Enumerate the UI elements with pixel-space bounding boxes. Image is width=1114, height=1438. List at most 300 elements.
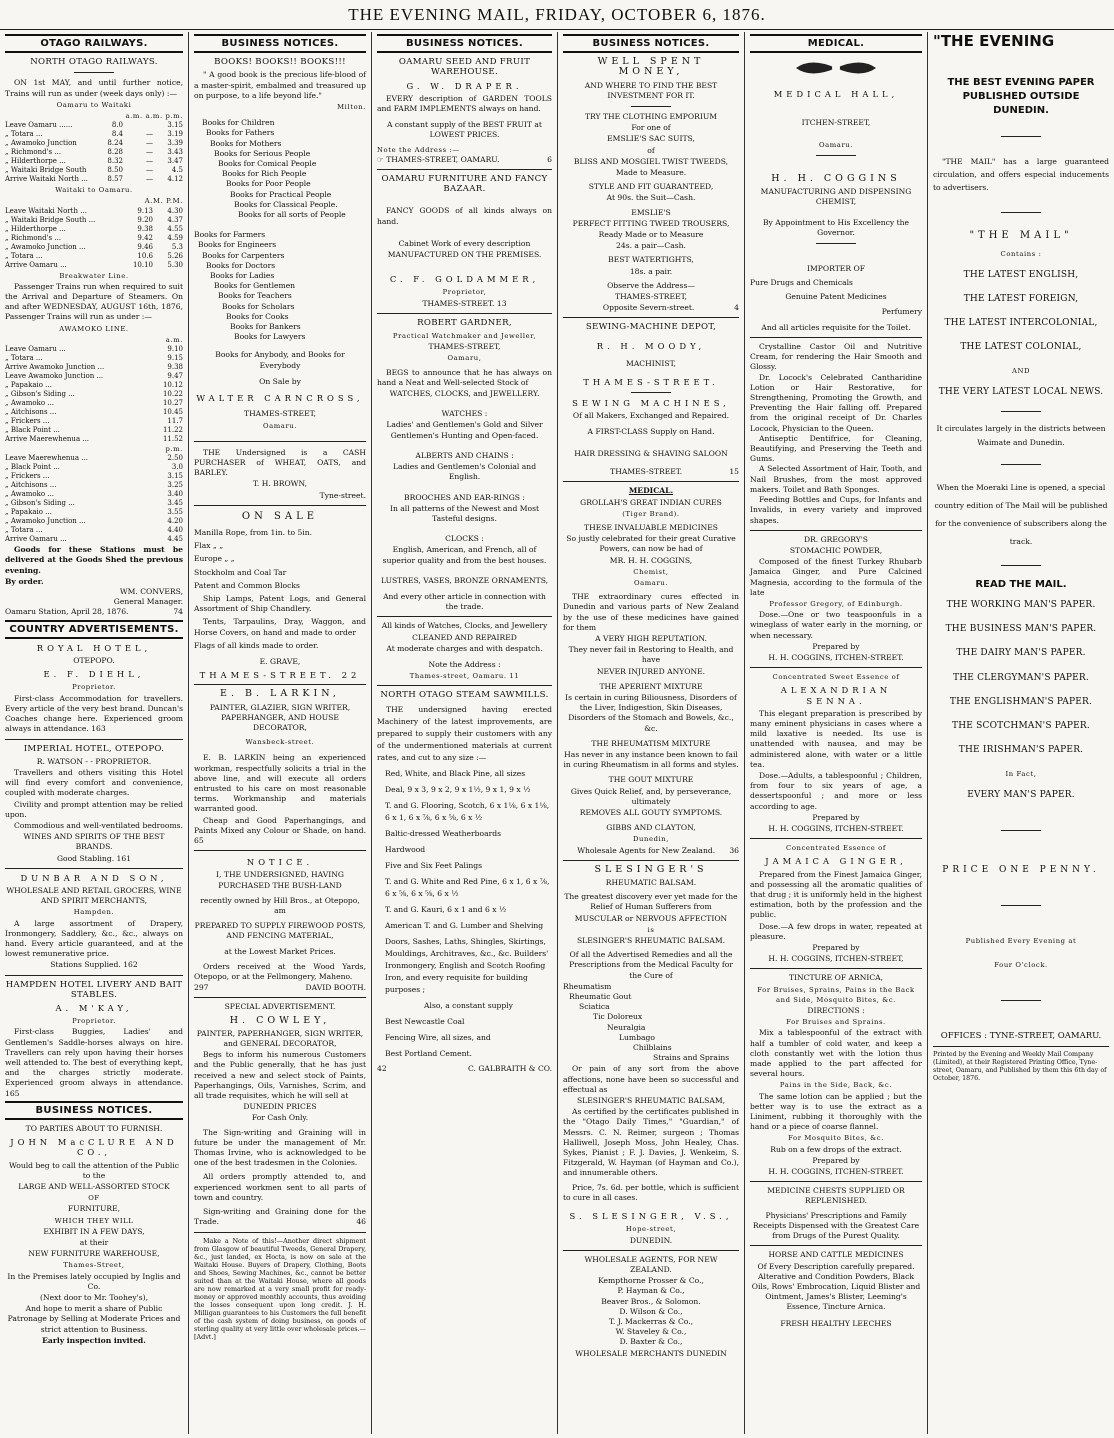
on-sale-title: ON SALE [241,510,319,522]
slesinger-p2: MUSCULAR or NERVOUS AFFECTION [574,913,728,923]
rheumatism-title: THE RHEUMATISM MIXTURE [591,738,711,748]
cowley-p3: All orders promptly attended to, and experienced workmen sent to all parts of town and country. [194,1172,366,1202]
well-spent-line: Made to Measure. [615,168,687,178]
slesinger-p1: The greatest discovery ever yet made for the Relief of Human Sufferers from [564,892,738,912]
sewing-depot-trade: MACHINIST, [626,358,676,368]
grollah-l2: So justly celebrated for their great Curative Powers, can now be had of [566,534,736,554]
imperial-hotel-title: IMPERIAL HOTEL, OTEPOPO. [23,743,165,754]
arnica-directions: DIRECTIONS : [807,1006,865,1016]
slesinger-name: S. SLESINGER, V.S., [569,1211,733,1222]
ginger-pre: Concentrated Essence of [786,844,886,853]
dunbar-stations: Stations Supplied. 162 [50,960,138,970]
railway-intro: ON 1st MAY, and until further notice, Trains will run as under (week days only) :— [5,78,183,98]
furniture-bazaar-p1: FANCY GOODS of all kinds always on hand. [377,206,552,226]
goods-note: Goods for these Stations must be delivered at the Goods Shed the previous evening. [5,545,183,575]
list-item: Flags of all kinds made to order. [194,640,319,650]
on-sale-list [194,528,366,651]
books-street: THAMES-STREET, [244,409,316,419]
column-1 [0,32,188,1434]
news-local: THE VERY LATEST LOCAL NEWS. [938,386,1104,397]
books-cite: Milton. [337,103,366,112]
ornament-icon [750,57,922,79]
ailment-list [563,982,739,1064]
sewing-depot-title: SEWING-MACHINE DEPOT, [585,322,717,333]
macclure-line: FURNITURE, [67,1204,121,1214]
table-row: Leave Oamaru ...... 8.0 3.15 [5,121,183,130]
list-item: American T. and G. Lumber and Shelving [385,920,544,930]
well-spent-line: TRY THE CLOTHING EMPORIUM [584,112,718,122]
gregory-prep: Prepared by [812,641,860,651]
grollah-l4: Chemist, [633,567,669,576]
table-row: Leave Waitaki North ... 9.13 4.30 [5,206,183,215]
royal-hotel-title: ROYAL HOTEL, [36,642,152,653]
table-row: Arrive Maerewhenua ... 11.52 [5,435,183,444]
timetable-2-cols: A.M. P.M. [144,197,183,206]
ginger-title: JAMAICA GINGER, [765,856,907,867]
dunbar-place: Hampden. [73,908,115,917]
dunbar-sub: WHOLESALE AND RETAIL GROCERS, WINE AND SPIRIT MERCHANTS, [6,885,182,906]
aperient-title: THE APERIENT MIXTURE [599,681,703,691]
gardner-alberts-p: Ladies and Gentlemen's Colonial and English. [392,462,537,482]
toiletries-list [750,342,922,526]
senna-dose: Dose.—Adults, a tablespoonful ; Children, from four to six years of age, a dessertspoonful ; and more or less according to age. [750,770,922,811]
in-fact: In Fact, [1005,770,1037,779]
wholesale-agents-title: WHOLESALE AGENTS, FOR NEW ZEALAND. [584,1254,718,1274]
gardner-p1: BEGS to announce that he has always on hand a Neat and Well-selected Stock of [377,367,552,387]
books-title: BOOKS! BOOKS!! BOOKS!!! [214,57,346,68]
list-item: Tents, Tarpaulins, Dray, Waggon, and Horse Covers, on hand and made to order [194,617,366,637]
grollah-l5: Oamaru. [633,578,669,587]
table-row: Leave Awamoko Junction ... 9.47 [5,372,183,381]
well-spent-line: EMSLIE'S SAC SUITS, [607,134,695,144]
larkin-trade: PAINTER, GLAZIER, SIGN WRITER, PAPERHANGER, AND HOUSE DECORATOR, [209,702,351,732]
table-row: „ Totara ... 9.15 [5,354,183,363]
column-3 [371,32,557,1434]
awamoko-cols: a.m. [165,335,183,344]
ginger-prep: Prepared by [812,943,860,953]
table-row: Leave Maerewhenua ... 2.50 [5,454,183,463]
section-heading-business-notices: BUSINESS NOTICES. [563,34,739,53]
arnica-d2: Pains in the Side, Back, &c. [779,1081,893,1090]
gardner-repair-2: CLEANED AND REPAIRED [412,632,517,642]
sewing-depot-street: THAMES-STREET. [583,377,719,388]
gardner-clocks: CLOCKS : [445,534,484,544]
cash-purchaser-name: T. H. BROWN, [252,479,308,489]
gardner-note: Note the Address : [428,659,501,669]
scotchmans-paper: THE SCOTCHMAN'S PAPER. [952,721,1090,732]
seed-fruit-note: Note the Address :— [377,145,460,154]
read-the-mail: READ THE MAIL. [975,578,1067,590]
well-spent-line: For one of [631,123,671,133]
list-item: Books for Bankers [230,322,301,332]
table-row: „ Hilderthorpe ... 8.32 — 3.47 [5,157,183,166]
horse-medicines: HORSE AND CATTLE MEDICINES [768,1250,904,1260]
gardner-clocks-p: English, American, and French, all of superior quality and from the best houses. [382,545,547,565]
well-spent-title: WELL SPENT MONEY, [597,56,705,78]
seed-fruit-p2: A constant supply of the BEST FRUIT at LOWEST PRICES. [387,120,542,140]
furniture-bazaar-title: OAMARU FURNITURE AND FANCY BAZAAR. [381,174,548,195]
gardner-watches: WATCHES : [441,409,488,419]
seed-fruit-name: G. W. DRAPER. [406,80,523,91]
table-row: „ Awamoko ... 10.27 [5,399,183,408]
table-row: „ Awamoko ... 3.40 [5,490,183,499]
larkin-p1: E. B. LARKIN being an experienced workman, respectfully solicits a trial in the above line, and will execute all orders entrusted to his care on most reasonable terms. Workmanship and materials warranted good. [194,753,366,814]
table-row: „ Frickers ... 3.15 [5,472,183,481]
signature-title: General Manager. [113,597,183,607]
well-spent-sub: AND WHERE TO FIND THE BEST INVESTMENT FOR IT. [584,80,718,100]
coggins-trade: MANUFACTURING AND DISPENSING CHEMIST, [760,187,912,207]
gregory-dose: Dose.—One or two teaspoonfuls in a wineglass of water early in the morning, or when necessary. [750,610,922,640]
gregory-title: DR. GREGORY'S [803,534,869,544]
timetable-awamoko-2 [5,454,183,544]
rheumatism-text: Has never in any instance been known to fail in curing Rheumatism in all forms and styles. [563,749,739,770]
list-item: Books for Poor People [226,179,311,189]
list-item: Books for Gentlemen [214,281,296,291]
offices: OFFICES : TYNE-STREET, OAMARU. [940,1031,1102,1042]
list-item: Doors, Sashes, Laths, Shingles, Skirtings, Mouldings, Architraves, &c., &c. Builders' Ironmongery, English and Scotch Roofing Iron, and every requisite for building purposes ; [385,936,549,994]
table-row: „ Totara ... 10.6 5.26 [5,251,183,260]
imperial-hotel-name: R. WATSON - - PROPRIETOR. [36,756,152,766]
list-item: D. Wilson & Co., [619,1306,683,1316]
news-latest-intercolonial: THE LATEST INTERCOLONIAL, [944,318,1098,329]
table-row: Arrive Awamoko Junction ... 9.38 [5,363,183,372]
list-item: Feeding Bottles and Cups, for Infants and Invalids, in every variety and improved shapes. [750,495,922,525]
medical-hall-title: MEDICAL HALL, [773,89,899,100]
the-mail: "THE MAIL" [969,230,1073,242]
table-row: „ Papakaio ... 10.12 [5,381,183,390]
list-item: Flax „ „ [194,541,224,551]
evening-mail-heading: "THE EVENING [933,32,1055,50]
sewing-makers: Of all Makers, Exchanged and Repaired. [572,411,730,421]
macclure-line: In the Premises lately occupied by Inglis and Co. [7,1271,181,1291]
timetable-awamoko [5,345,183,444]
books-sale: On Sale by [259,376,301,386]
ginger-dose: Dose.—A few drops in water, repeated at pleasure. [750,921,922,941]
importer-line: Perfumery [881,306,922,316]
grollah-sub: (Tiger Brand). [622,509,680,518]
arnica-sub: For Bruises, Sprains, Pains in the Back and Side, Mosquito Bites, &c. [757,985,915,1004]
macclure-line: WHICH THEY WILL [54,1216,134,1225]
list-item: Tic Doloreux [593,1012,643,1022]
senna-prep: Prepared by [812,812,860,822]
timetable-2 [5,207,183,270]
awamoko-line: AWAMOKO LINE. [59,324,129,333]
clergymans-paper: THE CLERGYMAN'S PAPER. [953,672,1089,683]
section-heading-business-notices: BUSINESS NOTICES. [194,34,366,53]
list-item: Rheumatic Gout [569,992,632,1002]
coggins-name: H. H. COGGINS [771,173,901,185]
medicine-chests: MEDICINE CHESTS SUPPLIED OR REPLENISHED. [767,1186,905,1206]
macclure-title: JOHN MacCLURE AND CO., [10,1137,178,1158]
list-item: Books for Practical People [230,189,332,199]
well-spent-line: STYLE AND FIT GUARANTEED, [588,182,714,192]
column-4 [557,32,744,1434]
grollah-l3: MR. H. H. COGGINS, [609,555,693,565]
grollah-p: THE extraordinary cures effected in Dunedin and various parts of New Zealand by the use of these medicines have gained for them [563,592,739,632]
list-item: Books for Teachers [218,291,292,301]
working-mans-paper: THE WORKING MAN'S PAPER. [946,600,1096,611]
grollah-l1: THESE INVALUABLE MEDICINES [584,522,718,532]
senna-p: This elegant preparation is prescribed by many eminent physicians in cases where a mild laxative is needed. Its use is unattended with nausea, and may be administered alone, with water or a little tea. [750,708,922,769]
imperial-hotel-p2: Civility and prompt attention may be relied upon. [5,799,183,819]
notice-p4: at the Lowest Market Prices. [224,946,336,956]
timetable-1-cols: a.m. a.m. p.m. [125,112,183,121]
wholesale-merchants: WHOLESALE MERCHANTS DUNEDIN [575,1348,727,1358]
list-item: Crystalline Castor Oil and Nutritive Cream, for rendering the Hair Smooth and Glossy. [750,342,922,372]
agents-list [563,1276,739,1347]
ginger-by: H. H. COGGINS, ITCHEN-STREET, [768,954,904,964]
list-item: Books for Scholars [222,301,295,311]
larkin-title: E. B. LARKIN, [220,688,340,700]
special-ad-title: SPECIAL ADVERTISEMENT. [224,1002,336,1012]
importer-line: Pure Drugs and Chemicals [750,278,853,288]
list-item: Beaver Bros., & Solomon. [601,1296,701,1306]
list-item: Chilblains [633,1043,672,1053]
imperial-hotel-p3: Commodious and well-ventilated bedrooms. [14,820,183,830]
table-row: „ Waitaki Bridge South 8.50 — 4.5 [5,166,183,175]
dairy-mans-paper: THE DAIRY MAN'S PAPER. [956,648,1086,659]
gregory-by: H. H. COGGINS, ITCHEN-STREET. [768,652,904,662]
goldammer-street: THAMES-STREET. 13 [422,298,507,308]
notice-sign: 297 DAVID BOOTH. [194,983,366,993]
arnica-d3: For Mosquito Bites, &c. [788,1134,884,1143]
list-item: Deal, 9 x 3, 9 x 2, 9 x 1½, 9 x 1, 9 x ½ [385,784,531,794]
list-item: Books for Serious People [214,148,311,158]
sawmills-sign: 42 C. GALBRAITH & CO. [377,1063,552,1073]
every-mans-paper: EVERY MAN'S PAPER. [967,789,1075,800]
dunbar-title: DUNBAR AND SON, [20,872,168,883]
notice-p3: PREPARED TO SUPPLY FIREWOOD POSTS, AND FENCING MATERIAL, [194,921,366,941]
cash-purchaser-street: Tyne-street. [319,490,366,500]
table-row: „ Black Point ... 11.22 [5,426,183,435]
four-oclock: Four O'clock. [994,961,1048,970]
senna-by: H. H. COGGINS, ITCHEN-STREET. [768,823,904,833]
well-spent-line: At 90s. the Suit—Cash. [606,193,696,203]
macclure-line: Would beg to call the attention of the Public to the [8,1160,179,1180]
macclure-line: EXHIBIT IN A FEW DAYS, [43,1226,145,1236]
list-item: Europe „ „ [194,554,235,564]
books-list [202,118,366,220]
list-item: Baltic-dressed Weatherboards [385,828,502,838]
by-order: By order. [5,576,44,586]
importer-line: And all articles requisite for the Toilet. [761,322,911,332]
contains: Contains : [1000,250,1042,259]
gardner-brooches-p: In all patterns of the Newest and Most Tasteful designs. [389,503,540,523]
column-2 [188,32,371,1434]
column-6 [927,32,1114,1434]
list-item: Books for Rich People [222,169,307,179]
best-paper: THE BEST EVENING PAPER PUBLISHED OUTSIDE DUNEDIN. [947,77,1095,117]
gardner-lustres: LUSTRES, VASES, BRONZE ORNAMENTS, [380,575,549,585]
coggins-appt: By Appointment to His Excellency the Governor. [762,217,910,237]
moeraki-edition: When the Moeraki Line is opened, a special country edition of The Mail will be published for the convenience of subscribers along the track. [934,482,1108,546]
macclure-line: at their [79,1238,109,1248]
seed-fruit-addr: ☞ THAMES-STREET, OAMARU. 6 [377,154,552,164]
cowley-p4: Sign-writing and Graining done for the Trade. 46 [194,1207,366,1227]
leeches: FRESH HEALTHY LEECHES [780,1318,892,1328]
list-item: Dr. Locock's Celebrated Cantharidine Lotion or Hair Restorative, for Strengthening, Promoting the Growth, and Preventing the Hair falling off. Prepared from the original receipt of Dr. Charles Locock, Physician to the Queen. [750,372,922,433]
north-otago-railways-title: NORTH OTAGO RAILWAYS. [30,57,158,68]
well-spent-line: 24s. a pair—Cash. [616,241,686,251]
table-row: „ Richmond's ... 8.28 — 3.43 [5,148,183,157]
grollah-never: NEVER INJURED ANYONE. [596,666,706,676]
royal-hotel-name: E. F. DIEHL, [43,669,145,680]
slesinger-town: DUNEDIN. [629,1235,673,1245]
list-item: Ship Lamps, Patent Logs, and General Assortment of Ship Chandlery. [194,593,366,614]
well-spent-line: Opposite Severn-street. 4 [602,303,739,313]
list-item: Five and Six Feet Palings [385,860,483,870]
arnica-d3p: Rub on a few drops of the extract. [770,1144,902,1154]
section-heading-country-ads: COUNTRY ADVERTISEMENTS. [5,620,183,639]
arnica-d2p: The same lotion can be applied ; but the better way is to use the extract as a Liniment, rubbing it thoroughly with the hand or a piece of coarse flannel. [750,1091,922,1132]
list-item: Books for Comical People [218,159,317,169]
table-row: „ Richmond's ... 9.42 4.59 [5,233,183,242]
slesinger-p5: Of all the Advertised Remedies and all the Prescriptions from the Medical Faculty for the Cure of [569,950,733,980]
gibbs-agents: Wholesale Agents for New Zealand. 36 [577,845,739,855]
table-row: „ Aitchisons ... 3.25 [5,481,183,490]
news-and: AND [1011,367,1031,376]
macclure-line: NEW FURNITURE WAREHOUSE, [28,1249,160,1259]
news-latest-foreign: THE LATEST FOREIGN, [963,293,1079,304]
gardner-brooches: BROOCHES AND EAR-RINGS : [404,492,525,502]
news-latest-colonial: THE LATEST COLONIAL, [960,342,1082,353]
books-list-2 [194,230,366,342]
list-item: Books for Lawyers [234,332,306,342]
books-seller: WALTER CARNCROSS, [196,393,364,404]
macclure-line: LARGE AND WELL-ASSORTED STOCK [18,1182,170,1192]
well-spent-line: BLISS AND MOSGIEL TWIST TWEEDS, [573,156,729,166]
table-row: „ Awamoko Junction ... 9.46 5.3 [5,242,183,251]
on-sale-name: E. GRAVE, [259,656,301,666]
hair-saloon-street: THAMES-STREET. 15 [610,467,739,477]
slesinger-title: SLESINGER'S [594,863,708,875]
table-row: „ Gibson's Siding ... 3.45 [5,499,183,508]
books-any: Books for Anybody, and Books for Everybody [215,350,345,370]
sewing-depot-name: R. H. MOODY, [596,340,706,351]
seed-fruit-p1: EVERY description of GARDEN TOOLS and FARM IMPLEMENTS always on hand. [377,93,552,114]
business-mans-paper: THE BUSINESS MAN'S PAPER. [945,624,1097,635]
well-spent-line: 18s. a pair. [629,266,673,276]
list-item: Best Newcastle Coal [385,1016,465,1026]
news-latest-english: THE LATEST ENGLISH, [963,269,1079,280]
well-spent-line: BEST WATERTIGHTS, [608,255,694,265]
list-item: T. J. Mackerras & Co., [608,1316,694,1326]
table-row: „ Papakaio ... 3.55 [5,508,183,517]
notice-p2: recently owned by Hill Bros., at Otepopo, am [200,895,360,916]
list-item: Patent and Common Blocks [194,580,300,590]
list-item: Manilla Rope, from 1in. to 5in. [194,527,313,537]
gardner-lustres-p: And every other article in connection with the trade. [383,591,546,612]
railway-date: Oamaru Station, April 28, 1876. 74 [5,607,183,617]
larkin-p2: Cheap and Good Paperhangings, and Paints Mixed any Colour or Shade, on hand. 65 [194,815,366,845]
list-item: Books for Ladies [210,271,275,281]
list-item: A Selected Assortment of Hair, Tooth, and Nail Brushes, from the most approved makers. Toilet and Bath Sponges. [750,464,922,494]
list-item: P. Hayman & Co., [617,1286,685,1296]
cowley-cash: For Cash Only. [251,1113,309,1123]
irishmans-paper: THE IRISHMAN'S PAPER. [958,745,1084,756]
circulation: "THE MAIL" has a large guaranteed circulation, and offers especial inducements to advertisers. [933,157,1109,193]
grollah-fail: They never fail in Restoring to Health, and have [568,645,734,665]
section-heading-otago-railways: OTAGO RAILWAYS. [5,34,183,53]
hampden-hotel-title: HAMPDEN HOTEL LIVERY AND BAIT STABLES. [5,979,183,1000]
gregory-p: Composed of the finest Turkey Rhubarb Jamaica Ginger, and Pure Calcined Magnesia, according to the formula of the late [750,557,922,597]
slesinger-sub: RHEUMATIC BALSAM. [605,878,697,887]
slesinger-p7: SLESINGER'S RHEUMATIC BALSAM, [576,1096,726,1106]
section-heading-business-notices: BUSINESS NOTICES. [5,1101,183,1120]
list-item: Rheumatism [563,981,612,991]
timetable-1 [5,121,183,184]
royal-hotel-prop: Proprietor. [72,683,116,692]
notice-p1: I, THE UNDERSIGNED, HAVING PURCHASED THE BUSH-LAND [216,870,344,890]
cowley-prices: DUNEDIN PRICES [243,1102,317,1112]
well-spent-line: PERFECT FITTING TWEED TROUSERS, [572,218,730,228]
macclure-line: (Next door to Mr. Toohey's), [40,1293,148,1303]
gardner-repair-3: At moderate charges and with despatch. [386,643,543,653]
gibbs-town: Dunedin, [632,835,670,844]
furniture-bazaar-p3: MANUFACTURED ON THE PREMISES. [387,250,542,260]
cowley-trade: PAINTER, PAPERHANGER, SIGN WRITER, and GENERAL DECORATOR, [196,1028,364,1049]
cowley-p2: The Sign-writing and Graining will in future be under the management of Mr. Thomas Irvine, who is acknowledged to be one of the best tradesmen in the Colonies. [194,1127,366,1168]
section-heading-medical: MEDICAL. [750,34,922,53]
list-item: Books for Cooks [226,311,289,321]
list-item: T. and G. Kauri, 6 x 1 and 6 x ½ [385,904,507,914]
medicine-chests-p: Physicians' Prescriptions and Family Receipts Dispensed with the Greatest Care from Drugs of the Purest Quality. [752,1210,920,1241]
list-item: Stockholm and Coal Tar [194,567,287,577]
list-item: Strains and Sprains [653,1053,730,1063]
table-row: „ Totara ... 8.4 — 3.19 [5,130,183,139]
slesinger-p3: is [647,925,655,934]
arnica-d1: For Bruises and Sprains. [786,1018,886,1027]
gout-text: Gives Quick Relief, and, by perseverance, ultimately [570,786,732,806]
list-item: Books for Engineers [198,240,277,250]
list-item: Kempthorne Prosser & Co., [598,1276,704,1286]
timetable-section-2: Waitaki to Oamaru. [55,186,133,195]
medical-hall-street: ITCHEN-STREET, [801,117,871,127]
list-item: Sciatica [579,1002,610,1012]
imprint: Printed by the Evening and Weekly Mail Company (Limited), at their Registered Printing Office, Tyne-street, Oamaru, and Published by them this 6th day of October, 1876. [933,1050,1107,1082]
gregory-sub: STOMACHIC POWDER, [789,545,883,555]
column-5 [744,32,927,1434]
table-row: Arrive Waitaki North ... 8.57 — 4.12 [5,175,183,184]
gardner-town: Oamaru, [447,354,482,363]
grollah-title: GROLLAH'S GREAT INDIAN CURES [580,497,722,507]
slesinger-p8: As certified by the certificates published in the "Otago Daily Times," "Guardian," of Messrs. C. N. Reimer, surgeon ; Thomas Halliwell, Joseph Moss, John Healey, Chas. Sykes, Pianist ; F. J. Davies, J. Wenkeim, S. Fitzgerald, W. Hayman (of Hayman and Co.), and innumerable others. [563,1107,739,1178]
well-spent-line: EMSLIE'S [631,207,671,217]
ginger-p: Prepared from the Finest Jamaica Ginger, and possessing all the aromatic qualities of that drug ; it is uniformly held in the highest estimation, both by the profession and the public. [750,869,922,920]
gibbs-name: GIBBS AND CLAYTON, [606,823,696,833]
gregory-prof: Professor Gregory, of Edinburgh. [769,599,903,608]
gout-title: THE GOUT MIXTURE [608,775,694,785]
hair-saloon: HAIR DRESSING & SHAVING SALOON [574,448,728,458]
grollah-rep: A VERY HIGH REPUTATION. [595,633,707,643]
signature: WM. CONVERS, [119,587,183,597]
slesinger-street: Hope-street, [625,1225,677,1234]
list-item: T. and G. White and Red Pine, 6 x 1, 6 x ⅞, 6 x ⅝, 6 x ⅝, 6 x ½ [385,876,550,898]
table-row: „ Awamoko Junction 8.24 — 3.39 [5,139,183,148]
list-item: Lumbago [619,1032,655,1042]
senna-title: ALEXANDRIAN SENNA. [780,685,892,706]
horse-medicines-p: Of Every Description carefully prepared. Alterative and Condition Powders, Black Oils, Rows' Embrocation, Liquid Blister and Ointment, James's Blister, Leeming's Essence, Tincture Arnica. [751,1261,921,1312]
imperial-hotel-wines: WINES AND SPIRITS OF THE BEST BRANDS. [23,832,165,852]
gardner-addr: Thames-street, Oamaru. 11 [409,672,520,681]
importer-of: IMPORTER OF [807,264,865,274]
dunbar-text: A large assortment of Drapery, Ironmongery, Saddlery, &c., &c., always on hand. Every article guaranteed, and at the lowest remunerative price. [5,918,183,959]
well-spent-line: Ready Made or to Measure [598,230,704,240]
gardner-repair-1: All kinds of Watches, Clocks, and Jewellery [381,621,548,631]
gardner-name: ROBERT GARDNER, [417,317,512,328]
list-item: Antiseptic Dentifrice, for Cleaning, Beautifying, and Preserving the Teeth and Gums. [750,433,922,464]
breakwater-line: Breakwater Line. [59,271,129,280]
